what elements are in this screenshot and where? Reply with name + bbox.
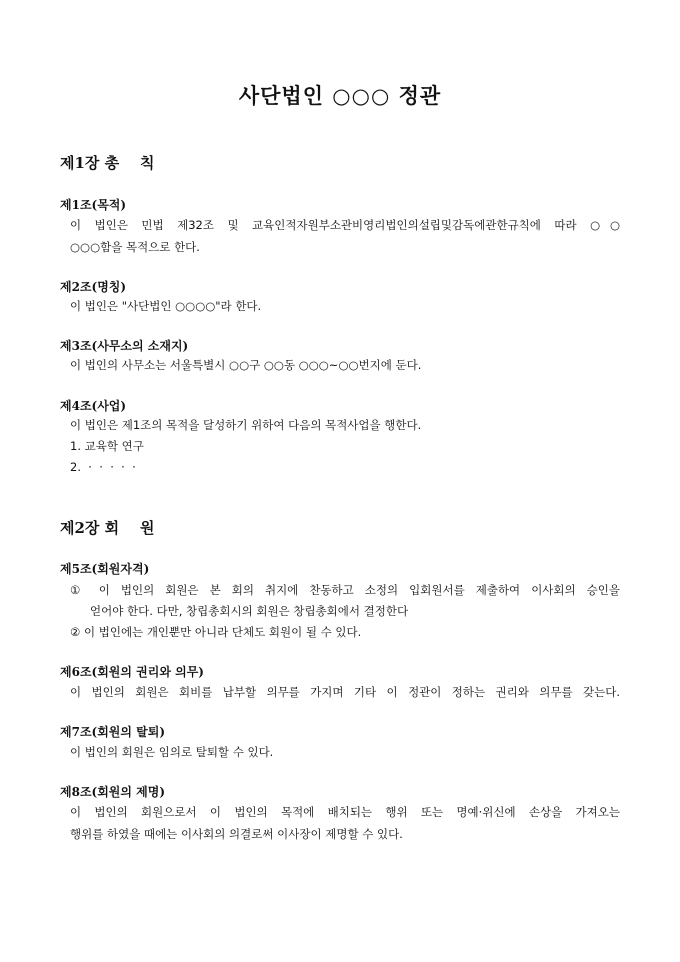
article-7-line-1: 이 법인의 회원은 임의로 탈퇴할 수 있다.	[70, 745, 274, 759]
article-2-title: 제2조(명칭)	[60, 280, 127, 294]
article-5-line-2: 얻어야 한다. 다만, 창립총회시의 회원은 창립총회에서 결정한다	[90, 604, 409, 618]
article-4-title: 제4조(사업)	[60, 399, 127, 413]
document-title: 사단법인 ○○○ 정관	[238, 83, 442, 108]
chapter-2-heading: 제2장 회 원	[60, 519, 155, 537]
article-1-line-2: ○○○함을 목적으로 한다.	[70, 240, 200, 254]
article-5-title: 제5조(회원자격)	[60, 562, 150, 576]
article-4-item-2: 2. · · · · ·	[70, 460, 136, 474]
article-5-line-1: ① 이 법인의 회원은 본 회의 취지에 찬동하고 소정의 입회원서를 제출하여 이사회의 승인을	[70, 583, 620, 597]
article-1-title: 제1조(목적)	[60, 198, 127, 212]
article-6-title: 제6조(회원의 권리와 의무)	[60, 665, 204, 679]
article-4-item-1: 1. 교육학 연구	[70, 439, 144, 453]
article-4-line-1: 이 법인은 제1조의 목적을 달성하기 위하여 다음의 목적사업을 행한다.	[70, 418, 422, 432]
article-6-line-1: 이 법인의 회원은 회비를 납부할 의무를 가지며 기타 이 정관이 정하는 권리와 의무를 갖는다.	[70, 685, 620, 699]
chapter-1-heading: 제1장 총 칙	[60, 154, 155, 172]
article-2-line-1: 이 법인은 "사단법인 ○○○○"라 한다.	[70, 299, 262, 313]
article-3-title: 제3조(사무소의 소재지)	[60, 339, 189, 353]
article-3-line-1: 이 법인의 사무소는 서울특별시 ○○구 ○○동 ○○○~○○번지에 둔다.	[70, 358, 422, 372]
article-7-title: 제7조(회원의 탈퇴)	[60, 725, 166, 739]
article-8-line-2: 행위를 하였을 때에는 이사회의 의결로써 이사장이 제명할 수 있다.	[70, 827, 403, 841]
article-5-line-3: ② 이 법인에는 개인뿐만 아니라 단체도 회원이 될 수 있다.	[70, 625, 362, 639]
article-8-line-1: 이 법인의 회원으로서 이 법인의 목적에 배치되는 행위 또는 명예·위신에 손상을 가져오는	[70, 805, 620, 819]
article-1-line-1: 이 법인은 민법 제32조 및 교육인적자원부소관비영리법인의설립및감독에관한규칙에 따라 ○○	[70, 218, 620, 232]
article-8-title: 제8조(회원의 제명)	[60, 785, 166, 799]
